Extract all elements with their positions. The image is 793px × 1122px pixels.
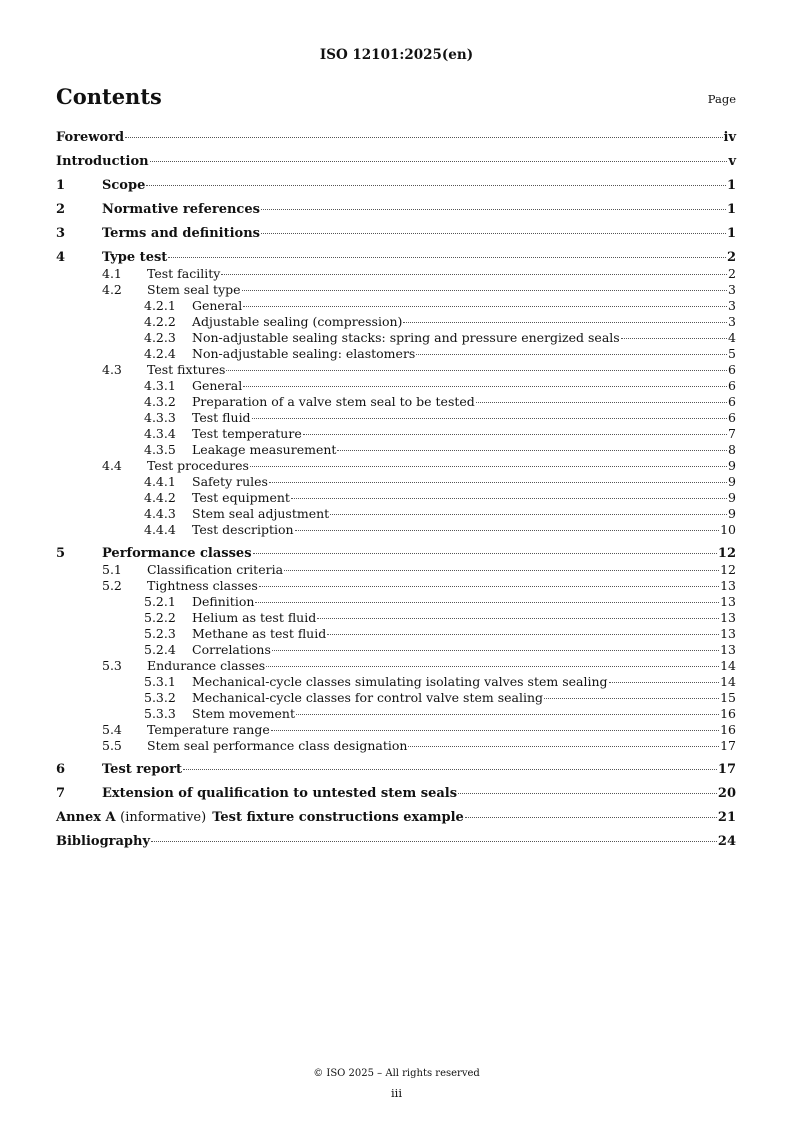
toc-entry-page: 1	[726, 202, 736, 217]
toc-entry[interactable]	[56, 562, 736, 578]
toc-entry[interactable]	[56, 506, 736, 522]
dot-leader	[296, 714, 719, 715]
toc-entry-title: Extension of qualification to untested stem seals	[102, 786, 458, 801]
toc-entry[interactable]	[56, 426, 736, 442]
toc-entry[interactable]	[56, 762, 736, 778]
toc-entry-title: Test facility	[147, 266, 221, 281]
toc-entry-number: 5.5	[102, 738, 122, 753]
toc-entry-title: Test fluid	[192, 410, 251, 425]
toc-entry-page: iv	[723, 130, 736, 145]
toc-entry[interactable]	[56, 202, 736, 218]
toc-entry[interactable]	[56, 250, 736, 266]
dot-leader	[261, 209, 726, 210]
toc-entry-title: General	[192, 298, 243, 313]
toc-entry-number: 7	[56, 786, 66, 801]
toc-entry-title: Test description	[192, 522, 294, 537]
toc-entry-number: 4.4	[102, 458, 122, 473]
toc-entry-page: 9	[728, 458, 736, 473]
dot-leader	[221, 274, 727, 275]
toc-entry-number: 4.2.3	[144, 330, 176, 345]
toc-entry[interactable]	[56, 810, 736, 826]
toc-entry-title: Stem seal performance class designation	[147, 738, 408, 753]
toc-entry-title: Leakage measurement	[192, 442, 337, 457]
dot-leader	[291, 498, 727, 499]
toc-entry[interactable]	[56, 346, 736, 362]
toc-entry-page: 12	[717, 546, 736, 561]
toc-entry-title: Foreword	[56, 130, 125, 145]
toc-entry-page: 7	[728, 426, 736, 441]
dot-leader	[458, 793, 717, 794]
toc-entry[interactable]	[56, 178, 736, 194]
toc-entry[interactable]	[56, 690, 736, 706]
dot-leader	[284, 570, 719, 571]
dot-leader	[544, 698, 719, 699]
toc-entry-title: Test procedures	[147, 458, 249, 473]
toc-entry-title: Adjustable sealing (compression)	[192, 314, 403, 329]
toc-entry-title: Test fixtures	[147, 362, 226, 377]
toc-entry[interactable]	[56, 738, 736, 754]
toc-entry-number: 4.2.4	[144, 346, 176, 361]
dot-leader	[476, 402, 727, 403]
toc-entry[interactable]	[56, 706, 736, 722]
dot-leader	[317, 618, 719, 619]
dot-leader	[253, 553, 717, 554]
toc-entry-page: 1	[726, 178, 736, 193]
toc-entry-number: 1	[56, 178, 66, 193]
dot-leader	[609, 682, 720, 683]
document-id-header: ISO 12101:2025(en)	[319, 47, 474, 63]
toc-entry-title: Test temperature	[192, 426, 302, 441]
toc-entry-number: 5.3.2	[144, 690, 176, 705]
dot-leader	[168, 257, 726, 258]
toc-entry-page: 16	[720, 706, 736, 721]
footer-copyright: © ISO 2025 – All rights reserved	[313, 1068, 480, 1079]
dot-leader	[125, 137, 722, 138]
toc-entry-page: 13	[720, 626, 736, 641]
toc-entry-page: 13	[720, 610, 736, 625]
toc-entry-title: Stem movement	[192, 706, 295, 721]
toc-entry-page: 6	[728, 378, 736, 393]
toc-entry-number: 4	[56, 250, 66, 265]
toc-entry-title: Type test	[102, 250, 168, 265]
dot-leader	[337, 450, 727, 451]
toc-entry-number: 4.3.4	[144, 426, 176, 441]
toc-entry-page: 12	[720, 562, 736, 577]
toc-entry-page: 17	[717, 762, 736, 777]
page-column-label: Page	[707, 92, 736, 106]
toc-entry-title: Methane as test fluid	[192, 626, 327, 641]
toc-entry-title: Helium as test fluid	[192, 610, 317, 625]
toc-entry-page: 13	[720, 642, 736, 657]
toc-entry[interactable]	[56, 490, 736, 506]
toc-entry-page: v	[728, 154, 736, 169]
toc-entry[interactable]	[56, 410, 736, 426]
toc-entry-page: 15	[720, 690, 736, 705]
toc-entry-title: Temperature range	[147, 722, 270, 737]
dot-leader	[330, 514, 727, 515]
toc-entry-number: 5	[56, 546, 66, 561]
dot-leader	[150, 161, 728, 162]
dot-leader	[250, 466, 727, 467]
toc-entry-number: 5.2	[102, 578, 122, 593]
toc-entry-number: 5.1	[102, 562, 122, 577]
dot-leader	[243, 306, 727, 307]
toc-entry[interactable]	[56, 546, 736, 562]
toc-entry-title: Safety rules	[192, 474, 268, 489]
toc-entry-page: 10	[720, 522, 736, 537]
toc-entry[interactable]	[56, 594, 736, 610]
toc-entry[interactable]	[56, 578, 736, 594]
toc-entry-number: 5.2.2	[144, 610, 176, 625]
toc-entry-number: 5.3.1	[144, 674, 176, 689]
toc-entry[interactable]	[56, 154, 736, 170]
toc-entry[interactable]	[56, 362, 736, 378]
dot-leader	[403, 322, 727, 323]
toc-entry-number: 5.2.4	[144, 642, 176, 657]
toc-entry-title: Stem seal adjustment	[192, 506, 330, 521]
toc-entry[interactable]	[56, 266, 736, 282]
dot-leader	[269, 482, 727, 483]
dot-leader	[303, 434, 727, 435]
toc-entry-title: Tightness classes	[147, 578, 258, 593]
toc-entry-number: 5.4	[102, 722, 122, 737]
dot-leader	[146, 185, 726, 186]
toc-entry[interactable]	[56, 834, 736, 850]
toc-entry-page: 6	[728, 362, 736, 377]
toc-entry-title: Terms and definitions	[102, 226, 260, 241]
toc-entry-title: Performance classes	[102, 546, 252, 561]
toc-entry-title: Test report	[102, 762, 183, 777]
toc-entry-title: Non-adjustable sealing stacks: spring and pressure energized seals	[192, 330, 620, 345]
toc-entry-number: 4.3.1	[144, 378, 176, 393]
toc-entry[interactable]	[56, 658, 736, 674]
dot-leader	[408, 746, 719, 747]
toc-entry-title: Mechanical-cycle classes simulating isolating valves stem sealing	[192, 674, 608, 689]
toc-entry-number: 2	[56, 202, 66, 217]
toc-entry-page: 21	[717, 810, 736, 825]
dot-leader	[226, 370, 727, 371]
dot-leader	[266, 666, 719, 667]
toc-entry-number: 4.3.3	[144, 410, 176, 425]
toc-entry-page: 4	[728, 330, 736, 345]
toc-entry[interactable]	[56, 226, 736, 242]
toc-entry-page: 5	[728, 346, 736, 361]
annex-label: Annex A	[56, 810, 116, 825]
toc-entry[interactable]	[56, 522, 736, 538]
toc-entry-number: 5.3	[102, 658, 122, 673]
toc-entry-page: 20	[717, 786, 736, 801]
toc-entry[interactable]	[56, 394, 736, 410]
toc-entry-number: 4.2.1	[144, 298, 176, 313]
toc-entry[interactable]	[56, 282, 736, 298]
dot-leader	[416, 354, 727, 355]
toc-entry-title: Introduction	[56, 154, 149, 169]
toc-entry-page: 3	[728, 282, 736, 297]
dot-leader	[243, 386, 727, 387]
dot-leader	[252, 418, 727, 419]
toc-entry-page: 8	[728, 442, 736, 457]
toc-entry-page: 3	[728, 298, 736, 313]
toc-entry-title: Non-adjustable sealing: elastomers	[192, 346, 416, 361]
toc-entry-page: 13	[720, 594, 736, 609]
toc-entry-title: Endurance classes	[147, 658, 266, 673]
toc-entry[interactable]	[56, 626, 736, 642]
toc-entry-number: 4.3.2	[144, 394, 176, 409]
toc-entry[interactable]	[56, 378, 736, 394]
toc-entry-number: 4.4.3	[144, 506, 176, 521]
toc-entry-number: 4.3	[102, 362, 122, 377]
toc-entry[interactable]	[56, 330, 736, 346]
toc-entry-page: 1	[726, 226, 736, 241]
toc-entry-page: 14	[720, 658, 736, 673]
toc-entry-title: Preparation of a valve stem seal to be tested	[192, 394, 475, 409]
dot-leader	[465, 817, 717, 818]
toc-entry-number: 5.2.1	[144, 594, 176, 609]
toc-entry-number: 3	[56, 226, 66, 241]
toc-entry-page: 9	[728, 490, 736, 505]
toc-entry-number: 4.1	[102, 266, 122, 281]
toc-entry-page: 14	[720, 674, 736, 689]
toc-entry[interactable]	[56, 642, 736, 658]
dot-leader	[183, 769, 717, 770]
toc-entry-page: 16	[720, 722, 736, 737]
annex-title: Test fixture constructions example	[212, 810, 464, 825]
toc-entry-title: General	[192, 378, 243, 393]
toc-entry-page: 6	[728, 410, 736, 425]
toc-entry-page: 6	[728, 394, 736, 409]
toc-entry-page: 24	[717, 834, 736, 849]
toc-entry-page: 2	[726, 250, 736, 265]
toc-entry-page: 9	[728, 506, 736, 521]
dot-leader	[295, 530, 720, 531]
toc-entry[interactable]	[56, 474, 736, 490]
toc-entry-page: 9	[728, 474, 736, 489]
toc-entry-title: Mechanical-cycle classes for control valve stem sealing	[192, 690, 544, 705]
toc-entry[interactable]	[56, 458, 736, 474]
toc-entry-number: 6	[56, 762, 66, 777]
toc-entry-number: 4.2.2	[144, 314, 176, 329]
toc-entry-number: 5.2.3	[144, 626, 176, 641]
dot-leader	[261, 233, 726, 234]
toc-entry[interactable]	[56, 722, 736, 738]
toc-entry-title: Definition	[192, 594, 255, 609]
toc-entry-number: 5.3.3	[144, 706, 176, 721]
dot-leader	[151, 841, 717, 842]
dot-leader	[327, 634, 719, 635]
toc-entry-number: 4.4.2	[144, 490, 176, 505]
toc-entry-title: Correlations	[192, 642, 271, 657]
toc-entry-page: 2	[728, 266, 736, 281]
dot-leader	[271, 730, 719, 731]
toc-entry-number: 4.4.4	[144, 522, 176, 537]
toc-entry[interactable]	[56, 314, 736, 330]
toc-entry-page: 17	[720, 738, 736, 753]
toc-entry-title: Stem seal type	[147, 282, 241, 297]
toc-entry-number: 4.4.1	[144, 474, 176, 489]
toc-entry[interactable]	[56, 610, 736, 626]
toc-entry-number: 4.3.5	[144, 442, 176, 457]
footer-page-number: iii	[390, 1086, 403, 1100]
toc-entry-title: Classification criteria	[147, 562, 284, 577]
toc-entry-number: 4.2	[102, 282, 122, 297]
toc-entry-page: 3	[728, 314, 736, 329]
toc-entry[interactable]	[56, 674, 736, 690]
dot-leader	[255, 602, 719, 603]
toc-entry-title	[56, 810, 464, 825]
dot-leader	[259, 586, 719, 587]
toc-entry[interactable]	[56, 442, 736, 458]
toc-entry[interactable]	[56, 298, 736, 314]
dot-leader	[621, 338, 727, 339]
toc-entry-title: Bibliography	[56, 834, 151, 849]
contents-title: Contents	[56, 84, 162, 109]
toc-entry[interactable]	[56, 130, 736, 146]
toc-entry[interactable]	[56, 786, 736, 802]
dot-leader	[242, 290, 728, 291]
toc-entry-page: 13	[720, 578, 736, 593]
toc-entry-title: Scope	[102, 178, 146, 193]
annex-type: (informative)	[120, 810, 207, 825]
toc-entry-title: Test equipment	[192, 490, 290, 505]
dot-leader	[272, 650, 719, 651]
toc-entry-title: Normative references	[102, 202, 260, 217]
